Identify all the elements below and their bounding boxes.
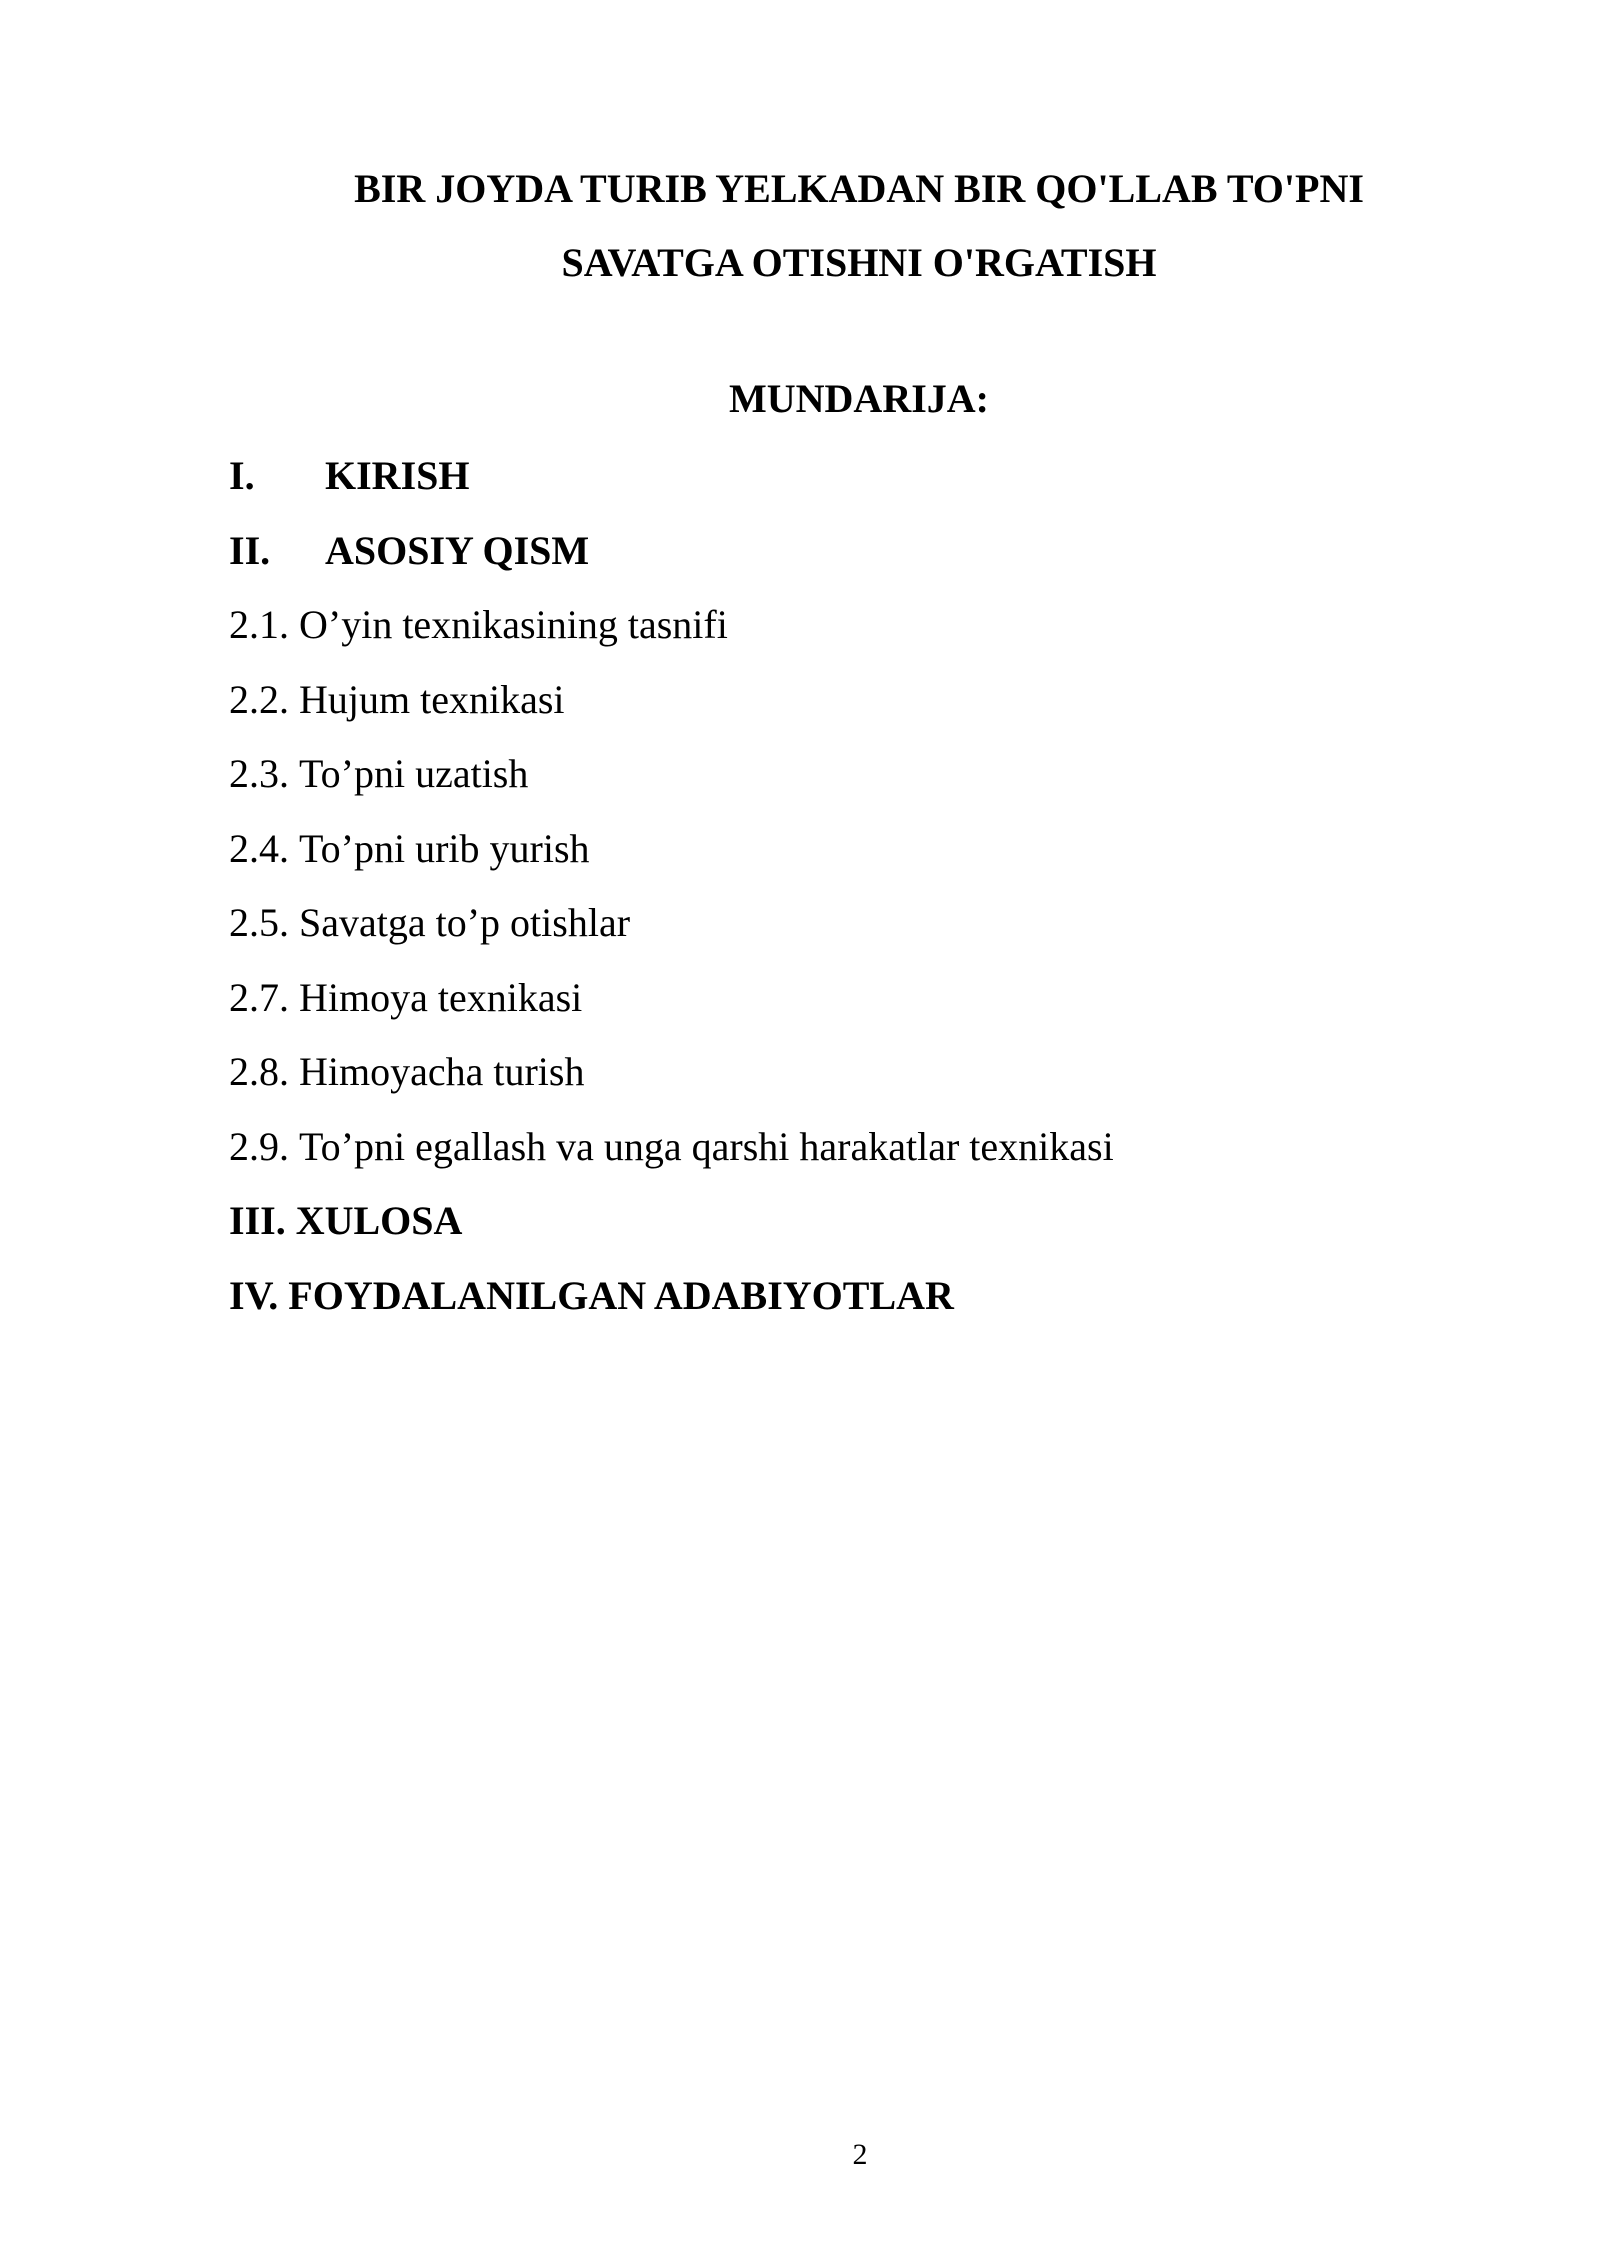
toc-item-2-8 [229, 1042, 1489, 1117]
toc-item-2-7 [229, 968, 1489, 1043]
toc-item-kirish [229, 446, 1489, 521]
toc-item-number: I. [229, 453, 255, 498]
title-line-1: BIR JOYDA TURIB YELKADAN BIR QO'LLAB TO'PNI [354, 166, 1364, 211]
toc-item-number: IV. [229, 1272, 279, 1318]
toc-item-text: O’yin texnikasining tasnifi [299, 602, 728, 647]
toc-heading: MUNDARIJA: [729, 376, 989, 421]
toc-item-2-5 [229, 893, 1489, 968]
toc-item-text: To’pni urib yurish [299, 825, 590, 871]
toc-item-number: 2.4. [229, 825, 289, 871]
toc-item-asosiy-qism [229, 521, 1489, 596]
toc-item-text: ASOSIY QISM [325, 527, 590, 573]
toc-item-text: FOYDALANILGAN ADABIYOTLAR [288, 1272, 954, 1318]
toc-item-adabiyotlar [229, 1266, 1489, 1341]
toc-item-number: 2.1. [229, 602, 289, 647]
toc-item-text: Hujum texnikasi [299, 676, 565, 722]
toc-item-number: III. [229, 1198, 286, 1243]
toc-item-2-3 [229, 744, 1489, 819]
toc-item-text: XULOSA [295, 1198, 463, 1243]
toc-item-number: II. [229, 527, 271, 573]
toc-item-number: 2.9. [229, 1123, 289, 1169]
table-of-contents [229, 446, 1489, 1340]
toc-item-number: 2.7. [229, 974, 289, 1020]
toc-item-text: Himoyacha turish [299, 1049, 585, 1094]
toc-item-text: To’pni egallash va unga qarshi harakatlar texnikasi [299, 1123, 1114, 1169]
toc-item-number: 2.2. [229, 676, 289, 722]
toc-item-text: To’pni uzatish [299, 751, 529, 796]
toc-item-2-4 [229, 819, 1489, 894]
toc-item-xulosa [229, 1191, 1489, 1266]
toc-item-number: 2.3. [229, 751, 289, 796]
document-title [229, 152, 1489, 300]
toc-item-text: Savatga to’p otishlar [299, 900, 631, 945]
toc-item-number: 2.5. [229, 900, 289, 945]
toc-item-number: 2.8. [229, 1049, 289, 1094]
toc-item-2-1 [229, 595, 1489, 670]
page-number: 2 [852, 2138, 868, 2171]
toc-item-text: Himoya texnikasi [299, 974, 583, 1020]
toc-item-text: KIRISH [325, 453, 470, 498]
title-line-2: SAVATGA OTISHNI O'RGATISH [561, 240, 1157, 285]
toc-item-2-9 [229, 1117, 1489, 1192]
toc-item-2-2 [229, 670, 1489, 745]
